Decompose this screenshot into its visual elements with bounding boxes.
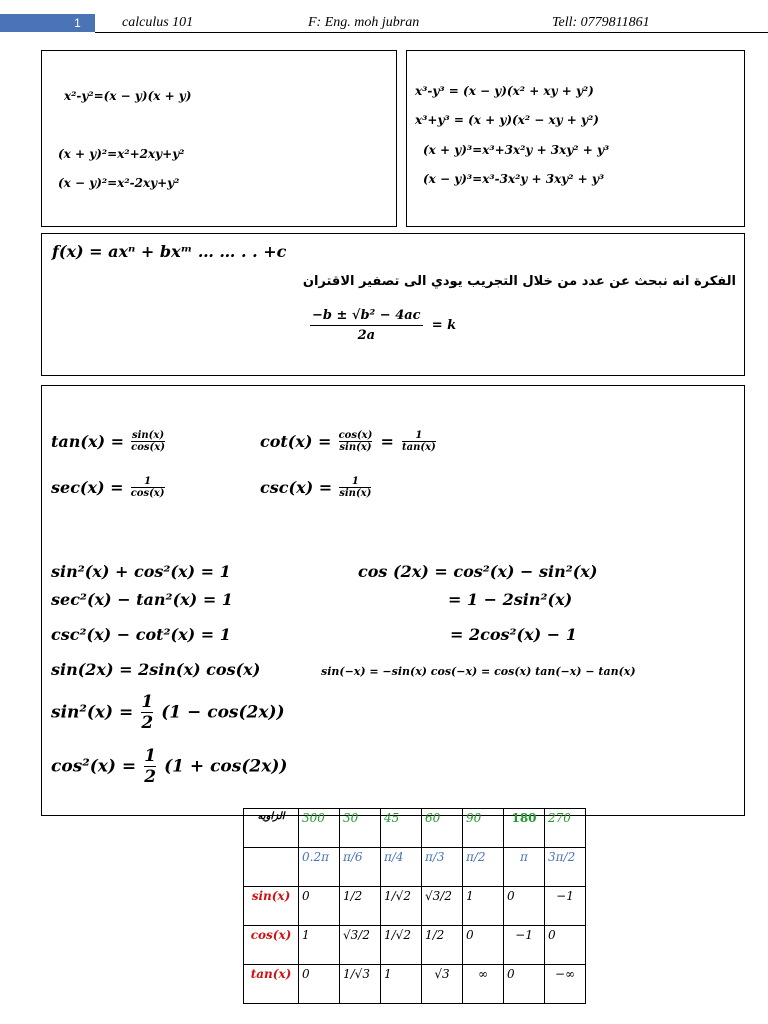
- quadratic-formula: [310, 308, 456, 343]
- sin-value-cell: 1/√2: [381, 887, 422, 926]
- degree-cell: 300: [299, 809, 340, 848]
- sin-value-cell: 0: [299, 887, 340, 926]
- sum-cube: (x + y)³=x³+3x²y + 3xy² + y³: [423, 143, 610, 157]
- half-angle-cos: [51, 746, 287, 787]
- tan-numerator: sin(x): [131, 430, 165, 441]
- sec-tan-identity: sec²(x) − tan²(x) = 1: [51, 590, 233, 609]
- cot-lhs: cot(x) =: [260, 432, 332, 451]
- degree-cell: 90: [463, 809, 504, 848]
- sec-numerator: 1: [131, 476, 165, 488]
- cot-equals: =: [380, 432, 394, 451]
- radian-cell: π/6: [340, 848, 381, 887]
- sec-denominator: cos(x): [130, 488, 165, 499]
- polynomial-box: [41, 233, 745, 376]
- table-row-tan: [244, 965, 586, 1004]
- tan-value-cell: 1: [381, 965, 422, 1004]
- sin-value-cell: −1: [545, 887, 586, 926]
- polynomial-function: f(x) = axⁿ + bxᵐ … … . . +c: [52, 242, 287, 261]
- arabic-note: الفكرة انه نبحث عن عدد من خلال التجريب يودي الى تصفير الاقتران: [302, 274, 736, 289]
- half-sin-rhs: (1 − cos(2x)): [161, 702, 285, 723]
- cos-row-label: cos(x): [244, 926, 299, 965]
- page-number: 1: [74, 16, 81, 30]
- half-cos-denominator: 2: [144, 767, 157, 787]
- sum-cubes: x³+y³ = (x + y)(x² − xy + y²): [415, 113, 599, 127]
- csc-numerator: 1: [339, 476, 371, 488]
- half-angle-sin: [51, 692, 285, 733]
- cos-value-cell: 1: [299, 926, 340, 965]
- angle-header-label: الزاويه: [244, 809, 299, 848]
- double-angle-cos-cos-form: = 2cos²(x) − 1: [450, 625, 577, 644]
- csc-lhs: csc(x) =: [260, 478, 333, 497]
- radian-label-cell: [244, 848, 299, 887]
- sin-value-cell: 0: [504, 887, 545, 926]
- pythagorean-identity: sin²(x) + cos²(x) = 1: [51, 562, 231, 581]
- radian-cell: π: [504, 848, 545, 887]
- cot-numerator: cos(x): [338, 430, 373, 441]
- cos-value-cell: √3/2: [340, 926, 381, 965]
- tan-definition: [51, 430, 165, 453]
- tan-value-cell: 1/√3: [340, 965, 381, 1004]
- diff-cubes: x³-y³ = (x − y)(x² + xy + y²): [415, 84, 594, 98]
- diff-squares: x²-y²=(x − y)(x + y): [64, 89, 192, 103]
- degree-cell: 180: [504, 809, 545, 848]
- course-title: calculus 101: [122, 15, 194, 30]
- tan-row-label: tan(x): [244, 965, 299, 1004]
- radian-cell: π/4: [381, 848, 422, 887]
- tan-value-cell: √3: [422, 965, 463, 1004]
- header-rule: [95, 32, 768, 33]
- tan-value-cell: 0: [299, 965, 340, 1004]
- teacher-name: F: Eng. moh jubran: [308, 15, 420, 30]
- csc-denominator: sin(x): [339, 488, 372, 499]
- trig-box: [41, 385, 745, 816]
- trig-values-table: [243, 808, 586, 1004]
- cos-value-cell: 0: [545, 926, 586, 965]
- half-cos-numerator: 1: [144, 746, 157, 766]
- radian-cell: 3π/2: [545, 848, 586, 887]
- table-row-cos: [244, 926, 586, 965]
- degree-cell: 60: [422, 809, 463, 848]
- tan-value-cell: 0: [504, 965, 545, 1004]
- phone-number: Tell: 0779811861: [552, 15, 650, 30]
- cos-value-cell: 1/2: [422, 926, 463, 965]
- radian-cell: 0.2π: [299, 848, 340, 887]
- negative-angle-identities: sin(−x) = −sin(x) cos(−x) = cos(x) tan(−x) − tan(x): [321, 665, 636, 678]
- tan-lhs: tan(x) =: [51, 432, 125, 451]
- tan-value-cell: −∞: [545, 965, 586, 1004]
- table-row-sin: [244, 887, 586, 926]
- tan-value-cell: ∞: [463, 965, 504, 1004]
- table-row-degrees: [244, 809, 586, 848]
- sin-value-cell: 1: [463, 887, 504, 926]
- quadratic-numerator: −b ± √b² − 4ac: [310, 308, 423, 326]
- half-sin-numerator: 1: [141, 692, 154, 712]
- sum-square: (x + y)²=x²+2xy+y²: [58, 147, 185, 161]
- sin-value-cell: √3/2: [422, 887, 463, 926]
- degree-cell: 270: [545, 809, 586, 848]
- half-sin-denominator: 2: [141, 713, 154, 733]
- sin-row-label: sin(x): [244, 887, 299, 926]
- double-angle-cos-sin-form: = 1 − 2sin²(x): [448, 590, 573, 609]
- diff-square: (x − y)²=x²-2xy+y²: [58, 176, 180, 190]
- sec-definition: [51, 476, 165, 499]
- degree-cell: 30: [340, 809, 381, 848]
- cos-value-cell: −1: [504, 926, 545, 965]
- cot-denominator: sin(x): [339, 442, 372, 453]
- cos-value-cell: 1/√2: [381, 926, 422, 965]
- identities-box-left: [41, 50, 397, 227]
- cos-value-cell: 0: [463, 926, 504, 965]
- radian-cell: π/3: [422, 848, 463, 887]
- csc-cot-identity: csc²(x) − cot²(x) = 1: [51, 625, 231, 644]
- cot-definition: [260, 430, 436, 453]
- identities-box-right: [406, 50, 745, 227]
- degree-cell: 45: [381, 809, 422, 848]
- double-angle-cos: cos (2x) = cos²(x) − sin²(x): [358, 562, 598, 581]
- cot-numerator-2: 1: [402, 430, 436, 442]
- sin-value-cell: 1/2: [340, 887, 381, 926]
- tan-denominator: cos(x): [131, 442, 165, 453]
- csc-definition: [260, 476, 371, 499]
- cot-denominator-2: tan(x): [401, 442, 436, 453]
- radian-cell: π/2: [463, 848, 504, 887]
- double-angle-sin: sin(2x) = 2sin(x) cos(x): [51, 660, 261, 679]
- sec-lhs: sec(x) =: [51, 478, 124, 497]
- half-sin-lhs: sin²(x) =: [51, 702, 134, 723]
- quadratic-denominator: 2a: [357, 328, 376, 343]
- half-cos-rhs: (1 + cos(2x)): [164, 756, 288, 777]
- table-row-radians: [244, 848, 586, 887]
- quadratic-result: = k: [431, 318, 457, 333]
- diff-cube: (x − y)³=x³-3x²y + 3xy² + y³: [423, 172, 605, 186]
- half-cos-lhs: cos²(x) =: [51, 756, 137, 777]
